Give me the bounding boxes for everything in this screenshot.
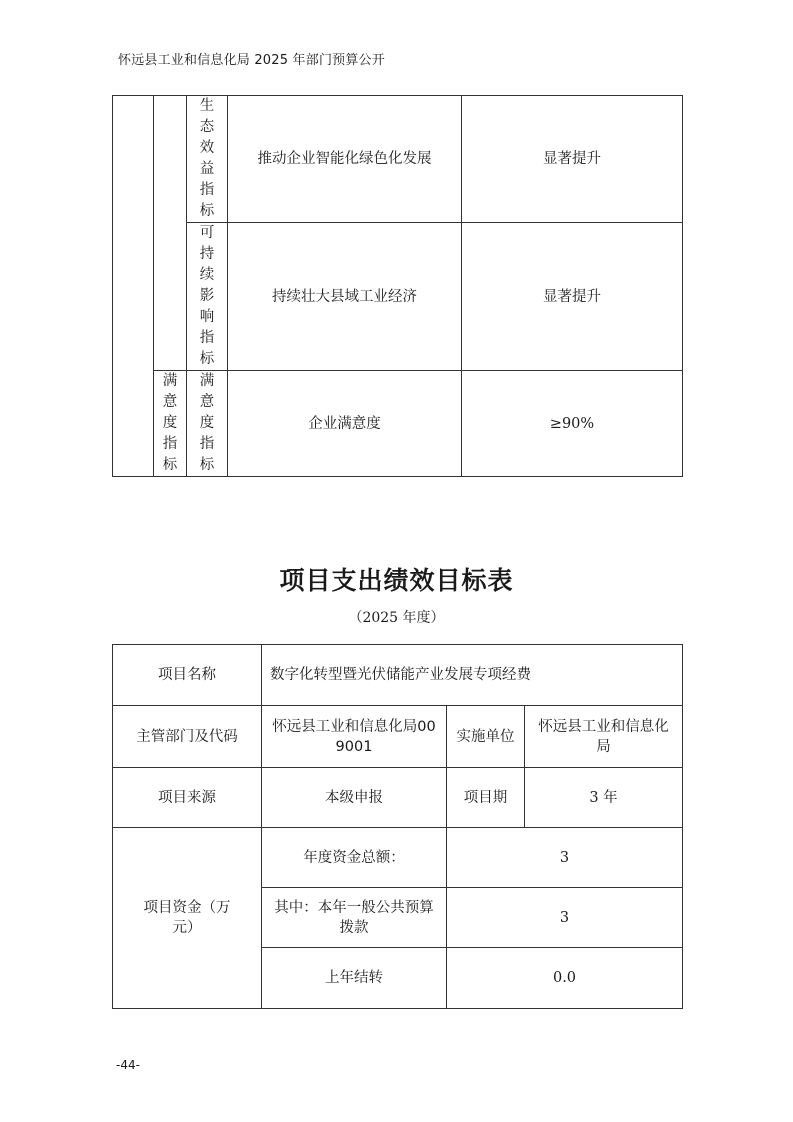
target-cell: ≥90% (462, 371, 683, 477)
project-name-value: 数字化转型暨光伏储能产业发展专项经费 (262, 645, 683, 706)
target-cell: 显著提升 (462, 223, 683, 371)
indicator-cell: 推动企业智能化绿色化发展 (228, 96, 462, 223)
table-row (113, 768, 683, 828)
table-row (113, 371, 683, 477)
general-budget-value: 3 (447, 888, 683, 948)
indicator-cell: 企业满意度 (228, 371, 462, 477)
period-label: 项目期 (447, 768, 525, 828)
page-number: -44- (116, 1058, 140, 1072)
carryover-value: 0.0 (447, 948, 683, 1009)
indicator-table (112, 95, 683, 477)
page-header: 怀远县工业和信息化局 2025 年部门预算公开 (118, 53, 385, 68)
level3-cell: 满意度指标 (187, 371, 228, 477)
impl-label: 实施单位 (447, 706, 525, 768)
source-value: 本级申报 (262, 768, 447, 828)
carryover-label: 上年结转 (262, 948, 447, 1009)
table-row (113, 645, 683, 706)
level2-cell (154, 96, 187, 371)
level1-cell (113, 96, 154, 477)
indicator-cell: 持续壮大县域工业经济 (228, 223, 462, 371)
page-title: 项目支出绩效目标表 (279, 566, 514, 595)
project-table (112, 644, 683, 1009)
table-row (113, 828, 683, 888)
table-row (113, 223, 683, 371)
page-subtitle: （2025 年度） (348, 610, 445, 626)
funds-label: 项目资金（万元） (113, 828, 262, 1009)
table-row (113, 96, 683, 223)
impl-value: 怀远县工业和信息化局 (525, 706, 683, 768)
dept-value: 怀远县工业和信息化局009001 (262, 706, 447, 768)
dept-label: 主管部门及代码 (113, 706, 262, 768)
table-row (113, 706, 683, 768)
level2-cell: 满意度指标 (154, 371, 187, 477)
period-value: 3 年 (525, 768, 683, 828)
project-name-label: 项目名称 (113, 645, 262, 706)
level3-cell: 可持续影响指标 (187, 223, 228, 371)
annual-total-value: 3 (447, 828, 683, 888)
source-label: 项目来源 (113, 768, 262, 828)
annual-total-label: 年度资金总额： (262, 828, 447, 888)
target-cell: 显著提升 (462, 96, 683, 223)
general-budget-label: 其中：本年一般公共预算拨款 (262, 888, 447, 948)
level3-cell: 生态效益指标 (187, 96, 228, 223)
